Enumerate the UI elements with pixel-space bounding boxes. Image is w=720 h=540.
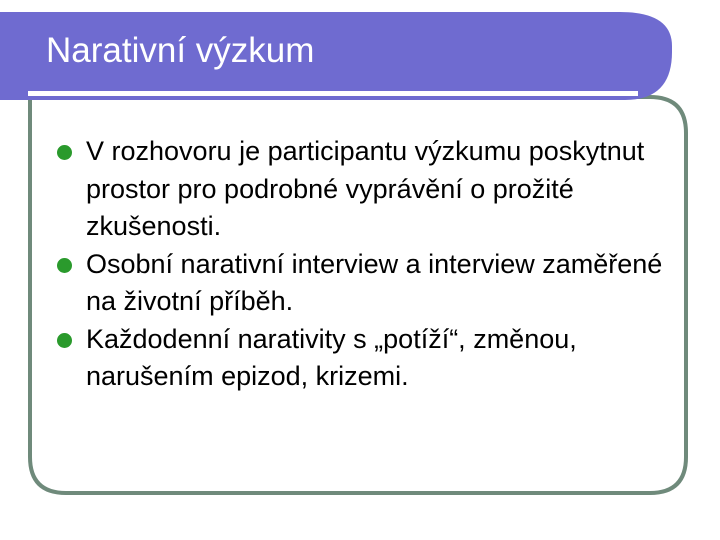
bullet-text: V rozhovoru je participantu výzkumu poskytnut prostor pro podrobné vyprávění o prožité zkušenosti.	[86, 136, 645, 241]
bullet-list	[54, 133, 694, 396]
bullet-dot-icon	[57, 145, 72, 160]
bullet-item	[54, 321, 694, 396]
bullet-item	[54, 133, 694, 246]
bullet-item	[54, 246, 694, 321]
slide-title: Narativní výzkum	[46, 31, 315, 70]
bullet-dot-icon	[57, 333, 72, 348]
bullet-text: Každodenní narativity s „potíží“, změnou, narušením epizod, krizemi.	[86, 323, 577, 391]
bullet-text: Osobní narativní interview a interview zaměřené na životní příběh.	[86, 248, 663, 316]
bullet-dot-icon	[57, 258, 72, 273]
title-underline	[28, 91, 638, 96]
